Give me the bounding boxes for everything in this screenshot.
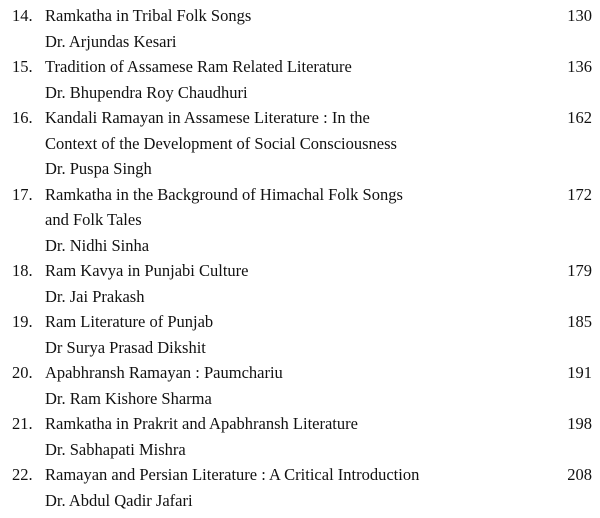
- entry-author: Dr. Ram Kishore Sharma: [45, 388, 212, 408]
- entry-author: Dr. Bhupendra Roy Chaudhuri: [45, 82, 248, 102]
- entry-title: Ram Kavya in Punjabi Culture: [45, 261, 249, 280]
- toc-entry-16-author: [0, 156, 600, 182]
- toc-entry-14: [0, 3, 600, 29]
- entry-title-continued: and Folk Tales: [45, 210, 142, 229]
- entry-number: 17.: [12, 184, 33, 204]
- toc-entry-17-author: [0, 233, 600, 259]
- entry-page-number: 198: [567, 414, 592, 433]
- toc-entry-16: [0, 105, 600, 131]
- toc-entry-18: [0, 258, 600, 284]
- toc-entry-15: [0, 54, 600, 80]
- entry-title: Ramkatha in the Background of Himachal Folk Songs: [45, 184, 403, 204]
- entry-number: 14.: [12, 6, 33, 25]
- entry-number: 22.: [12, 465, 33, 484]
- entry-number: 20.: [12, 363, 33, 382]
- entry-number: 19.: [12, 312, 33, 331]
- toc-entry-19-author: [0, 335, 600, 361]
- entry-page-number: 130: [567, 6, 592, 25]
- toc-entry-16-title-continued: [0, 131, 600, 157]
- toc-entry-20-author: [0, 386, 600, 412]
- entry-author: Dr. Puspa Singh: [45, 159, 152, 178]
- entry-author: Dr. Arjundas Kesari: [45, 31, 177, 51]
- entry-page-number: 191: [567, 363, 592, 382]
- entry-title-continued: Context of the Development of Social Consciousness: [45, 133, 397, 153]
- entry-page-number: 208: [567, 465, 592, 484]
- entry-title: Ramkatha in Tribal Folk Songs: [45, 6, 252, 25]
- entry-page-number: 185: [567, 312, 592, 331]
- entry-number: 16.: [12, 108, 33, 127]
- entry-title: Ram Literature of Punjab: [45, 312, 214, 331]
- entry-page-number: 172: [567, 184, 592, 204]
- entry-number: 21.: [12, 414, 33, 433]
- entry-author: Dr Surya Prasad Dikshit: [45, 337, 206, 357]
- toc-entry-22: [0, 462, 600, 488]
- entry-page-number: 162: [567, 108, 592, 127]
- entry-title: Ramkatha in Prakrit and Apabhransh Literature: [45, 414, 358, 433]
- toc-entry-20: [0, 360, 600, 386]
- entry-page-number: 179: [567, 261, 592, 280]
- entry-title: Apabhransh Ramayan : Paumchariu: [45, 363, 283, 382]
- entry-author: Dr. Jai Prakash: [45, 286, 145, 306]
- entry-title: Kandali Ramayan in Assamese Literature : In the: [45, 108, 370, 127]
- table-of-contents: [0, 3, 600, 513]
- entry-number: 18.: [12, 261, 33, 280]
- toc-entry-21: [0, 411, 600, 437]
- toc-entry-17: [0, 182, 600, 208]
- entry-title: Ramayan and Persian Literature : A Critical Introduction: [45, 465, 420, 484]
- toc-entry-21-author: [0, 437, 600, 463]
- entry-title: Tradition of Assamese Ram Related Literature: [45, 57, 352, 76]
- entry-number: 15.: [12, 57, 33, 76]
- toc-entry-17-title-continued: [0, 207, 600, 233]
- toc-entry-19: [0, 309, 600, 335]
- entry-author: Dr. Abdul Qadir Jafari: [45, 490, 193, 510]
- entry-page-number: 136: [567, 57, 592, 76]
- entry-author: Dr. Nidhi Sinha: [45, 235, 150, 255]
- toc-entry-14-author: [0, 29, 600, 55]
- toc-entry-22-author: [0, 488, 600, 514]
- toc-entry-18-author: [0, 284, 600, 310]
- toc-entry-15-author: [0, 80, 600, 106]
- entry-author: Dr. Sabhapati Mishra: [45, 439, 186, 459]
